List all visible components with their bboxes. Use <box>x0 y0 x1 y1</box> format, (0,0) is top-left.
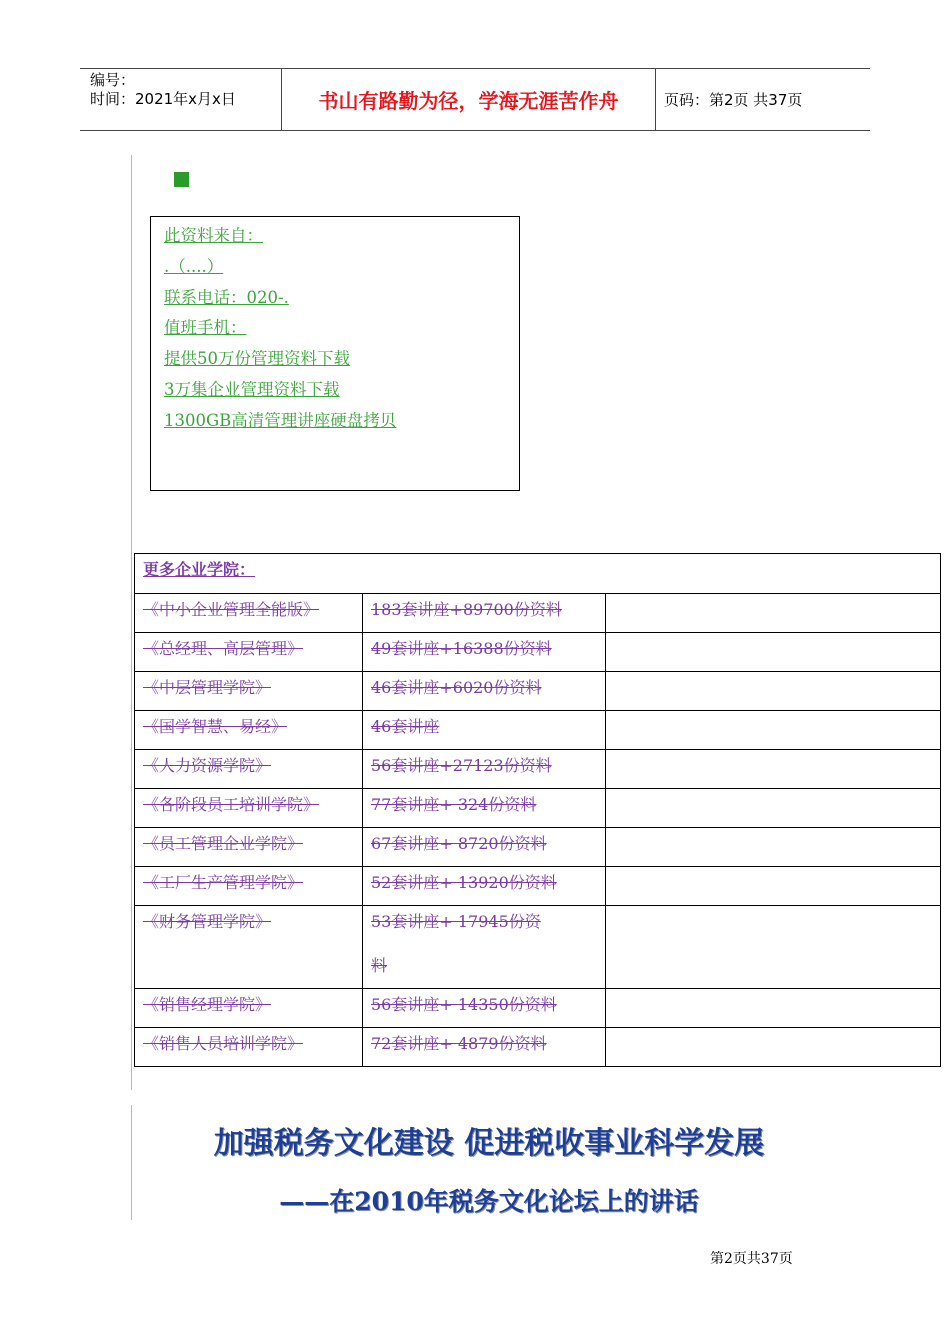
academy-link[interactable]: 《财务管理学院》 <box>143 912 272 931</box>
academy-link[interactable]: 《中小企业管理全能版》 <box>143 600 320 619</box>
header-meta <box>90 71 280 109</box>
empty-cell <box>606 750 941 789</box>
empty-cell <box>606 828 941 867</box>
resources-link[interactable]: 49套讲座+16388份资料 <box>371 639 552 658</box>
table-row <box>135 633 941 672</box>
source-label-link[interactable]: 此资料来自： <box>164 226 263 245</box>
academy-table <box>134 553 941 1067</box>
empty-cell <box>606 789 941 828</box>
resources-link[interactable]: 46套讲座+6020份资料 <box>371 678 542 697</box>
margin-rule <box>131 155 132 1090</box>
download-enterprise-link[interactable]: 3万集企业管理资料下载 <box>164 379 340 399</box>
resources-link-continued[interactable]: 料 <box>371 956 388 975</box>
empty-cell <box>606 867 941 906</box>
source-site-link[interactable]: .（....） <box>164 256 224 276</box>
resources-link[interactable]: 46套讲座 <box>371 717 440 736</box>
empty-cell <box>606 633 941 672</box>
margin-rule <box>131 1105 132 1220</box>
download-materials-link[interactable]: 提供50万份管理资料下载 <box>164 349 350 369</box>
source-info-box <box>150 216 520 491</box>
resources-link[interactable]: 77套讲座+ 324份资料 <box>371 795 537 814</box>
resources-link[interactable]: 72套讲座+ 4879份资料 <box>371 1034 547 1053</box>
empty-cell <box>606 594 941 633</box>
resources-link[interactable]: 56套讲座+ 14350份资料 <box>371 995 557 1014</box>
empty-cell <box>606 906 941 989</box>
page-header <box>80 68 870 131</box>
table-row <box>135 867 941 906</box>
academy-link[interactable]: 《工厂生产管理学院》 <box>143 873 304 892</box>
table-row <box>135 828 941 867</box>
table-row <box>135 594 941 633</box>
table-row <box>135 789 941 828</box>
duty-mobile-link[interactable]: 值班手机： <box>164 318 247 338</box>
hd-lectures-link[interactable]: 1300GB高清管理讲座硬盘拷贝 <box>164 410 397 430</box>
header-motto: 书山有路勤为径，学海无涯苦作舟 <box>281 69 656 130</box>
empty-cell <box>606 989 941 1028</box>
document-time-label: 时间：2021年x月x日 <box>90 90 236 108</box>
table-row <box>135 750 941 789</box>
header-page-number: 页码：第2页 共37页 <box>664 91 803 109</box>
resources-link[interactable]: 183套讲座+89700份资料 <box>371 600 562 619</box>
resources-link[interactable]: 53套讲座+ 17945份资 <box>371 912 541 931</box>
academy-link[interactable]: 《人力资源学院》 <box>143 756 272 775</box>
academy-link[interactable]: 《中层管理学院》 <box>143 678 272 697</box>
resources-link[interactable]: 52套讲座+ 13920份资料 <box>371 873 557 892</box>
empty-cell <box>606 672 941 711</box>
academy-link[interactable]: 《销售人员培训学院》 <box>143 1034 304 1053</box>
resources-link[interactable]: 56套讲座+27123份资料 <box>371 756 552 775</box>
contact-phone-link[interactable]: 联系电话：020-. <box>164 287 289 307</box>
table-row <box>135 989 941 1028</box>
table-row <box>135 711 941 750</box>
square-bullet-icon <box>174 172 189 187</box>
empty-cell <box>606 1028 941 1067</box>
table-header[interactable]: 更多企业学院： <box>135 554 941 594</box>
document-number-label: 编号： <box>90 71 136 89</box>
academy-link[interactable]: 《国学智慧、易经》 <box>143 717 288 736</box>
document-title: 加强税务文化建设 促进税收事业科学发展 <box>213 1126 765 1161</box>
footer-page-number: 第2页共37页 <box>710 1251 793 1267</box>
academy-link[interactable]: 《各阶段员工培训学院》 <box>143 795 320 814</box>
academy-link[interactable]: 《销售经理学院》 <box>143 995 272 1014</box>
table-row <box>135 672 941 711</box>
resources-link[interactable]: 67套讲座+ 8720份资料 <box>371 834 547 853</box>
table-row <box>135 906 941 989</box>
empty-cell <box>606 711 941 750</box>
academy-link[interactable]: 《总经理、高层管理》 <box>143 639 304 658</box>
document-subtitle: ——在2010年税务文化论坛上的讲话 <box>279 1187 699 1216</box>
academy-link[interactable]: 《员工管理企业学院》 <box>143 834 304 853</box>
table-row <box>135 1028 941 1067</box>
